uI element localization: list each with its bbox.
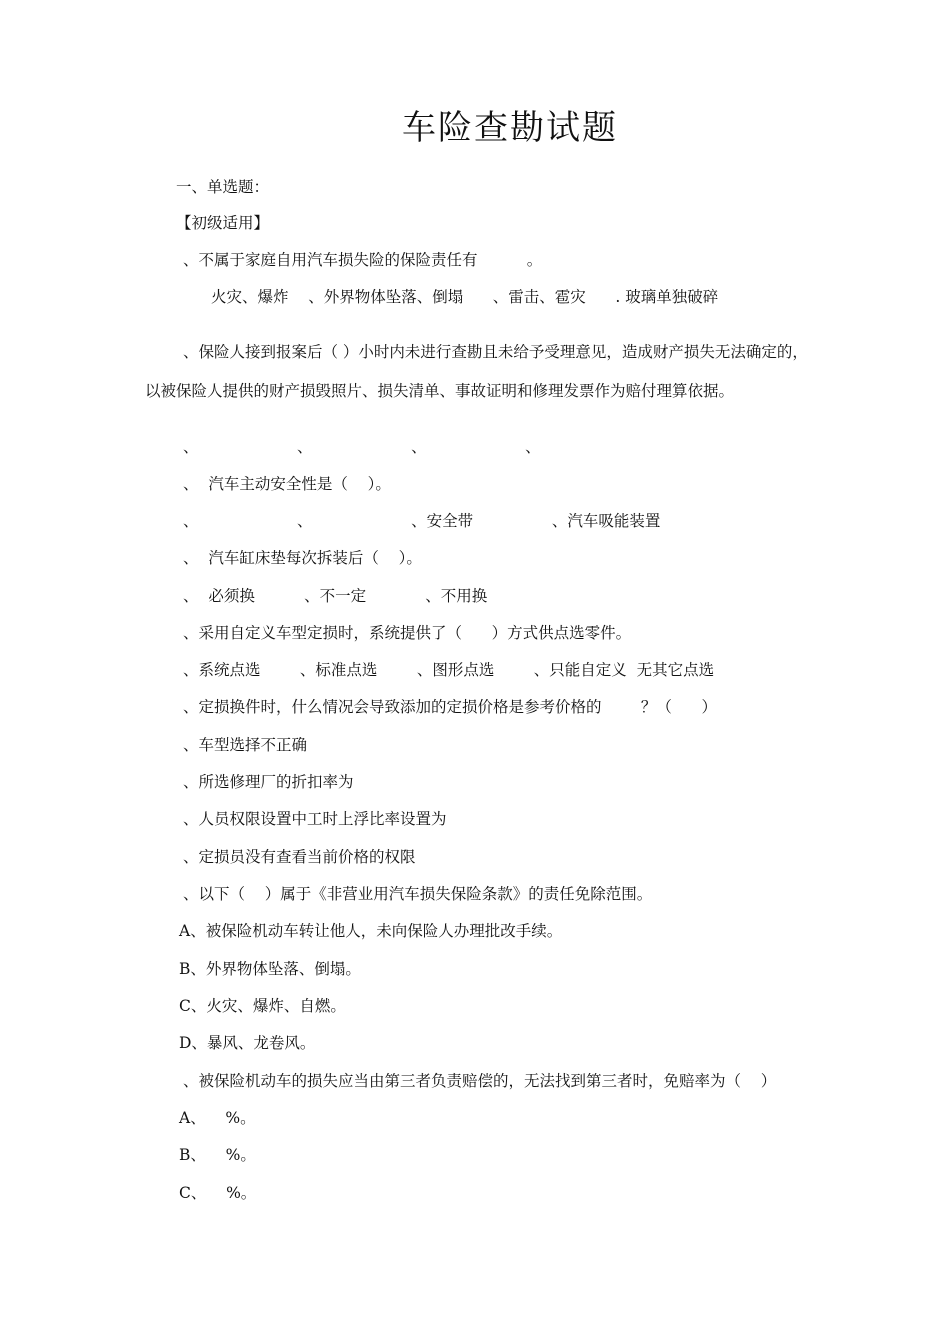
question-5-options: 、系统点选 、标准点选 、图形点选 、只能自定义 无其它点选: [183, 661, 715, 679]
question-6-option-c: 、人员权限设置中工时上浮比率设置为: [183, 810, 447, 828]
question-8-stem: 、被保险机动车的损失应当由第三者负责赔偿的，无法找到第三者时，免赔率为（ ）: [183, 1072, 777, 1090]
question-3-stem: 、 汽车主动安全性是（ ）。: [183, 475, 391, 493]
question-6-option-d: 、定损员没有查看当前价格的权限: [183, 848, 416, 866]
question-7-option-b: B、外界物体坠落、倒塌。: [179, 960, 361, 978]
level-label: 【初级适用】: [176, 214, 270, 232]
question-7-option-c: C、火灾、爆炸、自燃。: [179, 997, 346, 1015]
question-4-stem: 、 汽车缸床垫每次拆装后（ ）。: [183, 549, 422, 567]
question-6-option-b: 、所选修理厂的折扣率为: [183, 773, 354, 791]
question-2-options: 、 、 、 、: [183, 438, 541, 456]
question-7-stem: 、以下（ ）属于《非营业用汽车损失保险条款》的责任免除范围。: [183, 885, 653, 903]
question-3-options: 、 、 、安全带 、汽车吸能装置: [183, 512, 661, 530]
question-2-stem: 、保险人接到报案后（ ）小时内未进行查勘且未给予受理意见，造成财产损失无法确定的，以被保险人提供的财产损毁照片、损失清单、事故证明和修理发票作为赔付理算依据。: [145, 343, 808, 400]
document-title: 车险查勘试题: [402, 108, 618, 148]
question-4-options: 、 必须换 、不一定 、不用换: [183, 587, 488, 605]
question-1-stem: 、不属于家庭自用汽车损失险的保险责任有 。: [183, 251, 543, 269]
question-7-option-d: D、暴风、龙卷风。: [179, 1034, 316, 1052]
question-8-option-b: B、 %。: [179, 1146, 256, 1164]
question-8-option-a: A、 %。: [179, 1109, 256, 1127]
question-6-stem: 、定损换件时，什么情况会导致添加的定损价格是参考价格的 ？（ ）: [183, 698, 717, 716]
section-heading: 一、单选题：: [176, 178, 270, 196]
question-1-options: 火灾、爆炸 、外界物体坠落、倒塌 、雷击、雹灾 . 玻璃单独破碎: [211, 288, 719, 306]
question-6-option-a: 、车型选择不正确: [183, 736, 308, 754]
question-8-option-c: C、 %。: [179, 1184, 257, 1202]
question-7-option-a: A、被保险机动车转让他人，未向保险人办理批改手续。: [179, 922, 563, 940]
question-5-stem: 、采用自定义车型定损时，系统提供了（ ）方式供点选零件。: [183, 624, 632, 642]
